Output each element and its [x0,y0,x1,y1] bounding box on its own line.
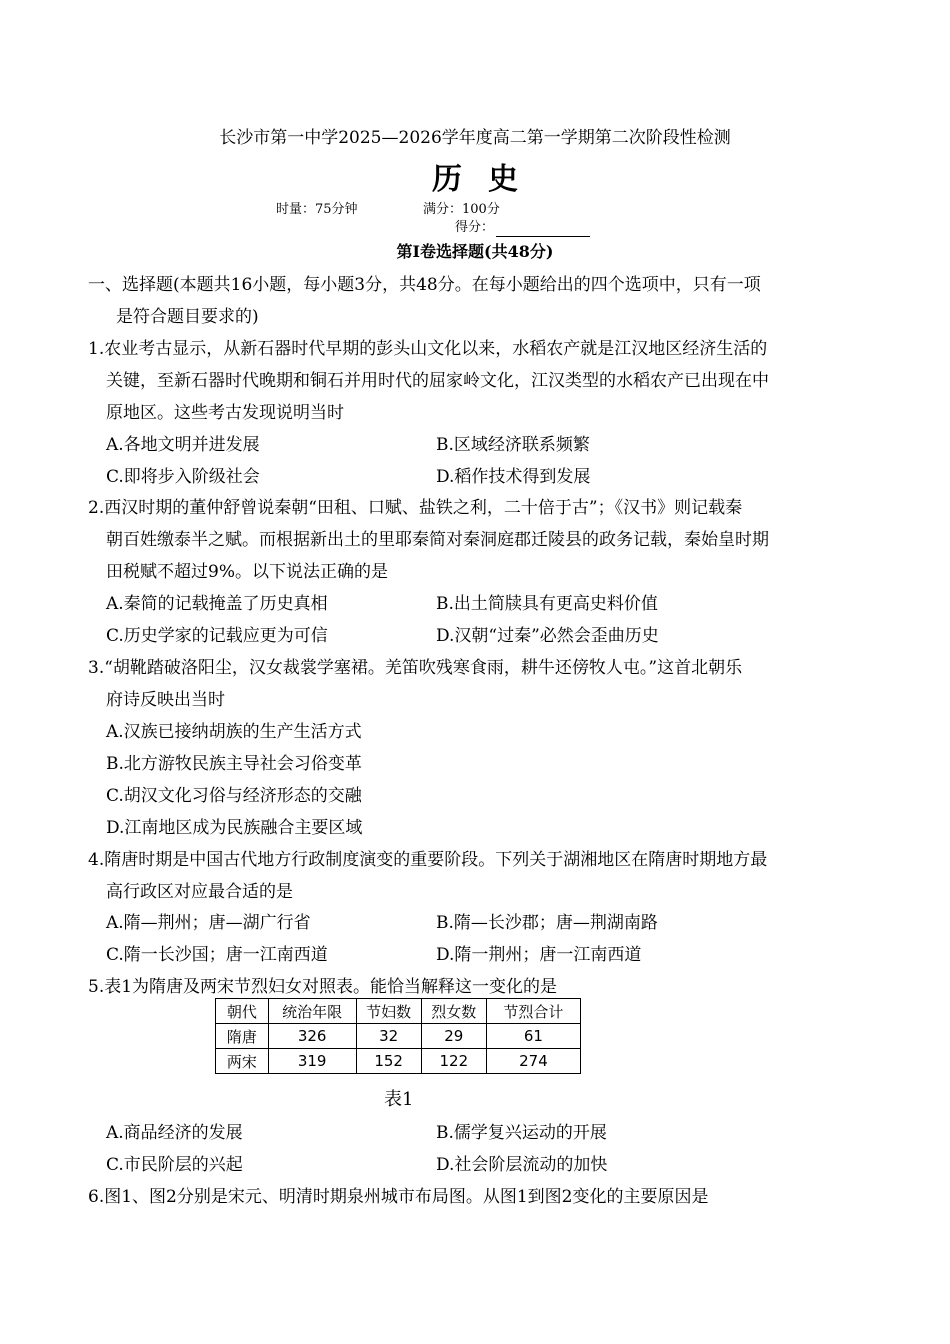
table-header-cell: 节妇数 [356,999,421,1024]
table-header-cell: 节烈合计 [486,999,580,1024]
question-1-option-a[interactable]: A.各地文明并进发展 [106,435,260,455]
question-5-option-d[interactable]: D.社会阶层流动的加快 [436,1155,608,1175]
full-marks-label: 满分：100分 [423,202,500,217]
subject-title: 历史 [432,162,544,197]
score-blank-line [496,222,590,237]
question-4-option-d[interactable]: D.隋一荆州；唐一江南西道 [436,945,642,965]
question-2-line3: 田税赋不超过9%。以下说法正确的是 [106,562,388,582]
table-cell: 122 [421,1049,486,1074]
table-cell: 隋唐 [216,1024,269,1049]
table-header-cell: 统治年限 [268,999,356,1024]
question-3-line1: 3.“胡靴踏破洛阳尘，汉女裁裳学塞裙。羌笛吹残寒食雨，耕牛还傍牧人屯。”这首北朝乐 [88,658,743,678]
table-cell: 326 [268,1024,356,1049]
section-instructions-line2: 是符合题目要求的) [116,307,259,327]
table-cell: 32 [356,1024,421,1049]
question-2-line2: 朝百姓缴泰半之赋。而根据新出土的里耶秦简对秦洞庭郡迁陵县的政务记载，秦始皇时期 [106,530,769,550]
exam-title: 长沙市第一中学2025—2026学年度高二第一学期第二次阶段性检测 [219,128,731,148]
section-title: 第Ⅰ卷选择题(共48分) [396,242,554,261]
table-cell: 274 [486,1049,580,1074]
score-label: 得分： [455,220,495,235]
table-1-caption: 表1 [384,1089,414,1110]
question-4-option-b[interactable]: B.隋—长沙郡；唐—荆湖南路 [436,913,658,933]
question-1-line1: 1.农业考古显示，从新石器时代早期的彭头山文化以来，水稻农产就是江汉地区经济生活的 [88,339,768,359]
question-3-option-a[interactable]: A.汉族已接纳胡族的生产生活方式 [106,722,362,742]
question-4-option-a[interactable]: A.隋—荆州；唐—湖广行省 [106,913,311,933]
question-4-option-c[interactable]: C.隋一长沙国；唐一江南西道 [106,945,328,965]
question-4-line2: 高行政区对应最合适的是 [106,882,293,902]
question-3-option-d[interactable]: D.江南地区成为民族融合主要区域 [106,818,363,838]
table-cell: 152 [356,1049,421,1074]
question-2-option-c[interactable]: C.历史学家的记载应更为可信 [106,626,328,646]
question-1-option-d[interactable]: D.稻作技术得到发展 [436,467,591,487]
question-1-line2: 关键，至新石器时代晚期和铜石并用时代的屈家岭文化，江汉类型的水稻农产已出现在中 [106,371,769,391]
question-6-line1: 6.图1、图2分别是宋元、明清时期泉州城市布局图。从图1到图2变化的主要原因是 [88,1187,709,1207]
time-label: 时量：75分钟 [276,202,358,217]
table-row [216,1024,581,1049]
question-1-option-c[interactable]: C.即将步入阶级社会 [106,467,260,487]
section-instructions-line1: 一、选择题(本题共16小题，每小题3分，共48分。在每小题给出的四个选项中，只有一项 [88,275,761,295]
question-3-option-b[interactable]: B.北方游牧民族主导社会习俗变革 [106,754,362,774]
question-2-option-b[interactable]: B.出土简牍具有更高史料价值 [436,594,658,614]
question-4-line1: 4.隋唐时期是中国古代地方行政制度演变的重要阶段。下列关于湖湘地区在隋唐时期地方最 [88,850,768,870]
question-5-line1: 5.表1为隋唐及两宋节烈妇女对照表。能恰当解释这一变化的是 [88,977,558,997]
question-3-option-c[interactable]: C.胡汉文化习俗与经济形态的交融 [106,786,362,806]
table-1 [215,998,581,1074]
table-row [216,1049,581,1074]
score-field [455,219,590,237]
table-header-row [216,999,581,1024]
question-5-option-b[interactable]: B.儒学复兴运动的开展 [436,1123,607,1143]
question-5-option-c[interactable]: C.市民阶层的兴起 [106,1155,243,1175]
question-5-option-a[interactable]: A.商品经济的发展 [106,1123,243,1143]
table-cell: 29 [421,1024,486,1049]
table-cell: 61 [486,1024,580,1049]
question-1-line3: 原地区。这些考古发现说明当时 [106,403,344,423]
question-3-line2: 府诗反映出当时 [106,690,225,710]
question-1-option-b[interactable]: B.区域经济联系频繁 [436,435,590,455]
question-2-line1: 2.西汉时期的董仲舒曾说秦朝“田租、口赋、盐铁之利，二十倍于古”；《汉书》则记载秦 [88,498,743,518]
table-cell: 两宋 [216,1049,269,1074]
table-header-cell: 烈女数 [421,999,486,1024]
table-cell: 319 [268,1049,356,1074]
table-header-cell: 朝代 [216,999,269,1024]
question-2-option-d[interactable]: D.汉朝“过秦”必然会歪曲历史 [436,626,659,646]
question-2-option-a[interactable]: A.秦简的记载掩盖了历史真相 [106,594,328,614]
